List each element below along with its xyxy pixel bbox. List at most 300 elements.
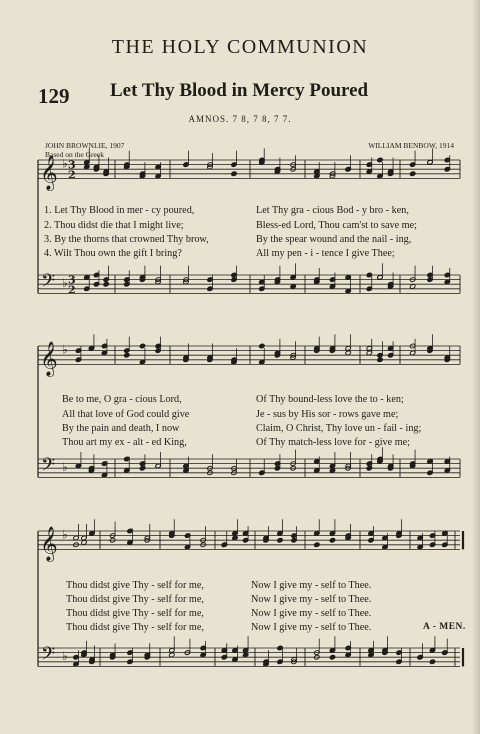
notehead: [329, 277, 335, 282]
notehead: [274, 279, 280, 284]
notehead: [274, 353, 280, 358]
notehead: [345, 275, 351, 280]
verse-1-line-b: Let Thy gra - cious Bod - y bro - ken,: [256, 205, 409, 216]
notehead: [73, 655, 79, 660]
time-signature-bottom: 2: [68, 283, 76, 297]
notehead: [345, 350, 351, 355]
notehead: [169, 648, 175, 653]
notehead: [231, 171, 237, 176]
notehead: [329, 348, 335, 353]
notehead: [259, 359, 265, 364]
time-signature-top: 3: [68, 273, 76, 287]
notehead: [127, 540, 133, 545]
notehead: [290, 353, 296, 358]
notehead: [110, 655, 116, 660]
notehead: [144, 535, 150, 540]
notehead: [329, 171, 335, 176]
notehead: [277, 538, 283, 543]
notehead: [124, 164, 130, 169]
verse-3-line-a: 3. By the thorns that crowned Thy brow,: [44, 234, 209, 245]
verse-4-line-d: Of Thy match-less love for - give me;: [256, 437, 410, 448]
notehead: [155, 164, 161, 169]
notehead: [84, 164, 90, 169]
notehead: [382, 544, 388, 549]
notehead: [183, 468, 189, 473]
notehead: [377, 157, 383, 162]
refrain-verse-4-b: Now I give my - self to Thee.: [251, 622, 372, 633]
notehead: [366, 169, 372, 174]
notehead: [410, 463, 416, 468]
notehead: [410, 343, 416, 348]
notehead: [183, 355, 189, 360]
notehead: [290, 284, 296, 289]
notehead: [366, 272, 372, 277]
verse-1-line-d: Of Thy bound-less love the to - ken;: [256, 394, 404, 405]
notehead: [444, 167, 450, 172]
notehead: [410, 277, 416, 282]
notehead: [243, 531, 249, 536]
notehead: [314, 542, 320, 547]
notehead: [243, 652, 249, 657]
refrain-verse-2-b: Now I give my - self to Thee.: [251, 594, 372, 605]
notehead: [75, 357, 81, 362]
notehead: [329, 648, 335, 653]
notehead: [221, 655, 227, 660]
notehead: [396, 659, 402, 664]
notehead: [388, 171, 394, 176]
notehead: [314, 173, 320, 178]
notehead: [89, 531, 95, 536]
notehead: [290, 275, 296, 280]
notehead: [73, 542, 79, 547]
notehead: [377, 456, 383, 461]
refrain-verse-3-b: Now I give my - self to Thee.: [251, 608, 372, 619]
notehead: [410, 171, 416, 176]
notehead: [429, 542, 435, 547]
notehead: [101, 343, 107, 348]
notehead: [442, 542, 448, 547]
notehead: [442, 650, 448, 655]
notehead: [377, 275, 383, 280]
notehead: [81, 540, 87, 545]
verse-2-line-d: Je - sus by His sor - rows gave me;: [256, 409, 399, 420]
notehead: [329, 463, 335, 468]
notehead: [101, 472, 107, 477]
notehead: [124, 353, 130, 358]
notehead: [144, 652, 150, 657]
notehead: [290, 355, 296, 360]
notehead: [232, 531, 238, 536]
notehead: [263, 535, 269, 540]
notehead: [417, 535, 423, 540]
bass-clef-icon: 𝄢: [41, 454, 56, 480]
notehead: [382, 648, 388, 653]
notehead: [388, 466, 394, 471]
notehead: [366, 350, 372, 355]
notehead: [427, 272, 433, 277]
notehead: [139, 173, 145, 178]
notehead: [110, 538, 116, 543]
page-edge-shadow: [472, 0, 480, 734]
notehead: [200, 542, 206, 547]
notehead: [314, 346, 320, 351]
notehead: [314, 531, 320, 536]
notehead: [101, 461, 107, 466]
notehead: [314, 348, 320, 353]
notehead: [183, 279, 189, 284]
notehead: [396, 533, 402, 538]
notehead: [221, 648, 227, 653]
verse-1-line-a: 1. Let Thy Blood in mer - cy poured,: [44, 205, 195, 216]
time-signature-bottom: 2: [68, 168, 76, 182]
notehead: [88, 466, 94, 471]
notehead: [124, 282, 130, 287]
refrain-verse-1-b: Now I give my - self to Thee.: [251, 580, 372, 591]
notehead: [429, 648, 435, 653]
notehead: [366, 286, 372, 291]
notehead: [75, 348, 81, 353]
notehead: [103, 169, 109, 174]
notehead: [429, 533, 435, 538]
notehead: [183, 463, 189, 468]
notehead: [232, 648, 238, 653]
notehead: [429, 659, 435, 664]
notehead: [417, 655, 423, 660]
flat-key-signature-icon: ♭: [62, 342, 68, 357]
notehead: [243, 648, 249, 653]
section-title: THE HOLY COMMUNION: [111, 36, 369, 58]
notehead: [314, 468, 320, 473]
notehead: [345, 463, 351, 468]
notehead: [207, 277, 213, 282]
notehead: [221, 542, 227, 547]
notehead: [139, 275, 145, 280]
notehead: [207, 466, 213, 471]
treble-clef-icon: 𝄞: [40, 526, 58, 562]
notehead: [274, 466, 280, 471]
notehead: [207, 357, 213, 362]
notehead: [366, 466, 372, 471]
notehead: [388, 282, 394, 287]
notehead: [329, 655, 335, 660]
notehead: [184, 650, 190, 655]
bass-clef-icon: 𝄢: [41, 643, 56, 669]
notehead: [183, 277, 189, 282]
notehead: [243, 538, 249, 543]
notehead: [232, 535, 238, 540]
notehead: [169, 533, 175, 538]
notehead: [377, 459, 383, 464]
notehead: [200, 652, 206, 657]
notehead: [103, 171, 109, 176]
notehead: [442, 650, 448, 655]
hymn-title: Let Thy Blood in Mercy Poured: [110, 80, 369, 101]
notehead: [101, 350, 107, 355]
refrain-verse-1-a: Thou didst give Thy - self for me,: [66, 580, 204, 591]
notehead: [183, 357, 189, 362]
notehead: [93, 272, 99, 277]
notehead: [368, 538, 374, 543]
notehead: [382, 650, 388, 655]
notehead: [442, 531, 448, 536]
words-credit: [45, 141, 124, 159]
notehead: [231, 466, 237, 471]
notehead: [259, 286, 265, 291]
notehead: [81, 535, 87, 540]
notehead: [263, 661, 269, 666]
notehead: [75, 463, 81, 468]
notehead: [124, 468, 130, 473]
notehead: [89, 659, 95, 664]
author-credit: JOHN BROWNLIE, 1907: [45, 141, 125, 150]
notehead: [274, 350, 280, 355]
notehead: [444, 355, 450, 360]
notehead: [259, 470, 265, 475]
notehead: [314, 169, 320, 174]
notehead: [366, 346, 372, 351]
notehead: [124, 277, 130, 282]
notehead: [427, 346, 433, 351]
notehead: [377, 353, 383, 358]
notehead: [75, 463, 81, 468]
notehead: [444, 459, 450, 464]
verse-2-line-a: 2. Thou didst die that I might live;: [44, 220, 184, 231]
time-signature-top: 3: [68, 158, 76, 172]
notehead: [139, 277, 145, 282]
verse-2-line-b: Bless-ed Lord, Thou cam'st to save me;: [256, 220, 417, 231]
notehead: [81, 652, 87, 657]
notehead: [345, 288, 351, 293]
flat-key-signature-icon: ♭: [62, 460, 68, 475]
bass-clef-icon: 𝄢: [41, 270, 56, 296]
notehead: [169, 531, 175, 536]
hymn-number: 129: [38, 84, 70, 108]
notehead: [444, 272, 450, 277]
notehead: [84, 286, 90, 291]
notehead: [231, 162, 237, 167]
notehead: [314, 655, 320, 660]
notehead: [329, 346, 335, 351]
notehead: [444, 279, 450, 284]
notehead: [277, 531, 283, 536]
notehead: [84, 160, 90, 165]
notehead: [444, 157, 450, 162]
notehead: [124, 348, 130, 353]
notehead: [263, 538, 269, 543]
notehead: [382, 535, 388, 540]
notehead: [417, 544, 423, 549]
notehead: [314, 459, 320, 464]
notehead: [73, 661, 79, 666]
treble-clef-icon: 𝄞: [40, 341, 58, 377]
verse-1-line-c: Be to me, O gra - cious Lord,: [62, 394, 182, 405]
notehead: [183, 162, 189, 167]
notehead: [290, 162, 296, 167]
notehead: [139, 466, 145, 471]
notehead: [155, 279, 161, 284]
notehead: [345, 167, 351, 172]
notehead: [410, 350, 416, 355]
notehead: [345, 346, 351, 351]
notehead: [274, 461, 280, 466]
notehead: [231, 470, 237, 475]
notehead: [377, 357, 383, 362]
notehead: [427, 459, 433, 464]
notehead: [127, 528, 133, 533]
notehead: [89, 657, 95, 662]
notehead: [207, 355, 213, 360]
notehead: [88, 468, 94, 473]
refrain-verse-2-a: Thou didst give Thy - self for me,: [66, 594, 204, 605]
flat-key-signature-icon: ♭: [62, 276, 68, 291]
notehead: [259, 160, 265, 165]
tune-name: AMNOS. 7 8, 7 8, 7 7.: [188, 114, 292, 124]
notehead: [259, 279, 265, 284]
notehead: [155, 173, 161, 178]
verse-4-line-a: 4. Wilt Thou own the gift I bring?: [44, 248, 182, 259]
notehead: [396, 531, 402, 536]
music-credit: WILLIAM BENBOW, 1914: [368, 141, 454, 150]
notehead: [314, 650, 320, 655]
notehead: [427, 160, 433, 165]
notehead: [263, 659, 269, 664]
notehead: [427, 277, 433, 282]
notehead: [410, 162, 416, 167]
notehead: [231, 272, 237, 277]
verse-2-line-c: All that love of God could give: [62, 409, 190, 420]
notehead: [207, 164, 213, 169]
notehead: [345, 533, 351, 538]
notehead: [139, 171, 145, 176]
notehead: [88, 346, 94, 351]
notehead: [329, 173, 335, 178]
notehead: [366, 461, 372, 466]
notehead: [410, 461, 416, 466]
notehead: [410, 284, 416, 289]
notehead: [88, 346, 94, 351]
notehead: [396, 650, 402, 655]
verse-3-line-d: Claim, O Christ, Thy love un - fail - ing;: [256, 423, 422, 434]
notehead: [200, 645, 206, 650]
flat-key-signature-icon: ♭: [62, 527, 68, 542]
notehead: [345, 652, 351, 657]
notehead: [103, 277, 109, 282]
notehead: [139, 461, 145, 466]
notehead: [345, 645, 351, 650]
source-credit: Based on the Greek: [45, 150, 104, 159]
notehead: [290, 466, 296, 471]
notehead: [81, 650, 87, 655]
notehead: [124, 162, 130, 167]
notehead: [274, 169, 280, 174]
notehead: [221, 542, 227, 547]
notehead: [291, 538, 297, 543]
notehead: [155, 348, 161, 353]
notehead: [259, 470, 265, 475]
notehead: [291, 657, 297, 662]
verse-4-line-b: All my pen - i - tence I give Thee;: [256, 248, 395, 259]
notehead: [155, 277, 161, 282]
notehead: [366, 162, 372, 167]
notehead: [427, 348, 433, 353]
notehead: [417, 655, 423, 660]
notehead: [329, 531, 335, 536]
notehead: [345, 466, 351, 471]
notehead: [274, 167, 280, 172]
notehead: [155, 463, 161, 468]
notehead: [259, 343, 265, 348]
notehead: [139, 343, 145, 348]
verse-3-line-b: By the spear wound and the nail - ing,: [256, 234, 412, 245]
verse-3-line-c: By the pain and death, I now: [62, 423, 180, 434]
notehead: [103, 282, 109, 287]
notehead: [93, 282, 99, 287]
notehead: [368, 648, 374, 653]
notehead: [444, 357, 450, 362]
notehead: [89, 531, 95, 536]
notehead: [277, 645, 283, 650]
refrain-verse-4-a: Thou didst give Thy - self for me,: [66, 622, 204, 633]
notehead: [127, 650, 133, 655]
notehead: [345, 535, 351, 540]
notehead: [259, 157, 265, 162]
notehead: [232, 657, 238, 662]
notehead: [368, 652, 374, 657]
notehead: [290, 461, 296, 466]
notehead: [207, 162, 213, 167]
notehead: [155, 463, 161, 468]
notehead: [139, 359, 145, 364]
notehead: [427, 160, 433, 165]
notehead: [110, 533, 116, 538]
treble-clef-icon: 𝄞: [40, 155, 58, 191]
notehead: [144, 655, 150, 660]
notehead: [183, 162, 189, 167]
notehead: [329, 284, 335, 289]
verse-4-line-c: Thou art my ex - alt - ed King,: [62, 437, 187, 448]
notehead: [200, 538, 206, 543]
notehead: [388, 346, 394, 351]
notehead: [291, 533, 297, 538]
notehead: [207, 470, 213, 475]
notehead: [427, 470, 433, 475]
notehead: [388, 169, 394, 174]
notehead: [291, 659, 297, 664]
amen-label: A - MEN.: [423, 622, 466, 632]
notehead: [231, 277, 237, 282]
notehead: [388, 463, 394, 468]
notehead: [127, 659, 133, 664]
refrain-verse-3-a: Thou didst give Thy - self for me,: [66, 608, 204, 619]
notehead: [388, 353, 394, 358]
notehead: [314, 277, 320, 282]
notehead: [73, 535, 79, 540]
notehead: [290, 167, 296, 172]
flat-key-signature-icon: ♭: [62, 156, 68, 171]
notehead: [277, 659, 283, 664]
notehead: [207, 286, 213, 291]
notehead: [377, 173, 383, 178]
notehead: [368, 531, 374, 536]
notehead: [345, 167, 351, 172]
notehead: [329, 468, 335, 473]
notehead: [231, 357, 237, 362]
flat-key-signature-icon: ♭: [62, 649, 68, 664]
notehead: [110, 652, 116, 657]
notehead: [444, 468, 450, 473]
notehead: [144, 538, 150, 543]
notehead: [314, 279, 320, 284]
